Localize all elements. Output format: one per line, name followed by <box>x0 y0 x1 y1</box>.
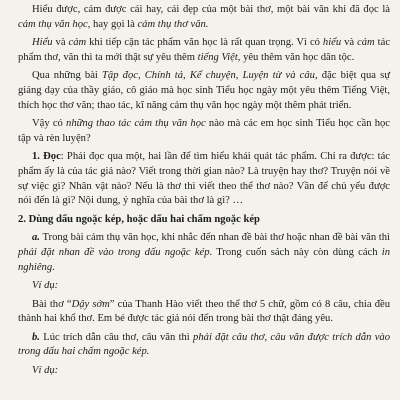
paragraph <box>18 150 390 208</box>
text-run: Tập đọc, Chính tả, Kể chuyện, Luyện từ và câu <box>102 70 315 82</box>
paragraph <box>18 298 390 327</box>
text-run: , hay gọi là <box>87 18 138 30</box>
text-run: Lúc trích dẫn câu thơ, câu văn thì <box>39 331 194 343</box>
text-run: Hiểu <box>32 37 53 49</box>
text-run: Hiểu được, cảm được cái hay, cái đẹp của một bài thơ, một bài văn khi đã đọc là <box>32 4 390 15</box>
text-run: phải đặt nhan đề vào trong dấu ngoặc kép <box>18 246 210 258</box>
text-run: . Trong cuốn sách này còn dùng cách <box>209 246 382 258</box>
text-run: , yêu thêm văn học dân tộc. <box>237 51 355 63</box>
text-run: và <box>341 37 358 49</box>
text-run: hiểu <box>322 37 342 49</box>
paragraph <box>18 69 390 113</box>
text-run: . <box>52 261 55 273</box>
paragraph <box>18 364 390 379</box>
text-run: nào mà các em học sinh Tiểu học cần học tập và rèn luyện? <box>18 118 390 144</box>
paragraph <box>18 331 390 360</box>
text-run: 2. Dùng dấu ngoặc kép, hoặc dấu hai chấm ngoặc kép <box>18 213 260 225</box>
text-run: : Phải đọc qua một, hai lần để tìm hiểu khái quát tác phẩm. Chỉ ra được: tác phẩm ấy là của tác giả nào? Viết trong thời gian nào? Là truyện hay thơ? Truyện nói về sự việc gì? Nhân vật nào? Nếu là thơ thì viết theo thể thơ nào? Vần để chủ yếu được nói đến là gì? Nội dung, ý nghĩa của bài thơ là gì? … <box>18 151 390 207</box>
text-run: Bài thơ “ <box>32 298 72 310</box>
text-run: in nghiêng <box>18 246 390 273</box>
text-run: a. <box>32 232 40 244</box>
text-run: Qua những bài <box>32 70 102 82</box>
text-run: cảm thụ thơ văn. <box>137 18 209 30</box>
text-run: khi tiếp cận tác phẩm văn học là rất quan trọng. Vì có <box>86 37 323 49</box>
text-run: Ví dụ: <box>32 280 59 292</box>
text-run: 1. Đọc <box>32 151 61 163</box>
text-run: và <box>52 37 69 49</box>
paragraph <box>18 117 390 146</box>
paragraph <box>18 3 390 32</box>
text-run: Trong bài cảm thụ văn học, khi nhắc đến nhan đề bài thơ hoặc nhan đề bài văn thì <box>39 232 390 244</box>
text-run: ” của Thanh Hào viết theo thể thơ 5 chữ, gồm có 8 câu, chia đều thành hai khổ thơ. Em bé được tác giả nói đến trong bài thơ thật đáng yêu. <box>18 298 390 325</box>
paragraph <box>18 36 390 65</box>
text-run: Ví dụ: <box>32 365 59 377</box>
text-run: cảm <box>357 37 375 49</box>
text-run: cảm <box>68 37 87 49</box>
paragraph <box>18 279 390 294</box>
text-run: Dậy sớm <box>71 298 110 310</box>
paragraph <box>18 231 390 275</box>
section-heading <box>18 213 390 228</box>
text-run: b. <box>32 331 40 343</box>
text-run: cảm thụ văn học <box>18 18 88 30</box>
text-run: tiếng Việt <box>197 51 238 63</box>
text-run: tác phẩm thơ, văn thì ta mới thật sự yêu thêm <box>18 37 391 63</box>
text-run: những thao tác cảm thụ văn học <box>66 118 206 130</box>
text-run: phải đặt câu thơ, câu văn được trích dẫn vào trong dấu hai chấm ngoặc kép. <box>18 331 391 358</box>
text-run: Vậy có <box>32 118 67 130</box>
text-run: , đặc biệt qua sự giảng dạy của thầy giáo, cô giáo mà học sinh Tiểu học ngày một yêu thêm Tiếng Việt, thích học thơ văn; thao tác, kĩ năng cảm thụ văn học ngày một thêm phát triển. <box>18 70 390 111</box>
